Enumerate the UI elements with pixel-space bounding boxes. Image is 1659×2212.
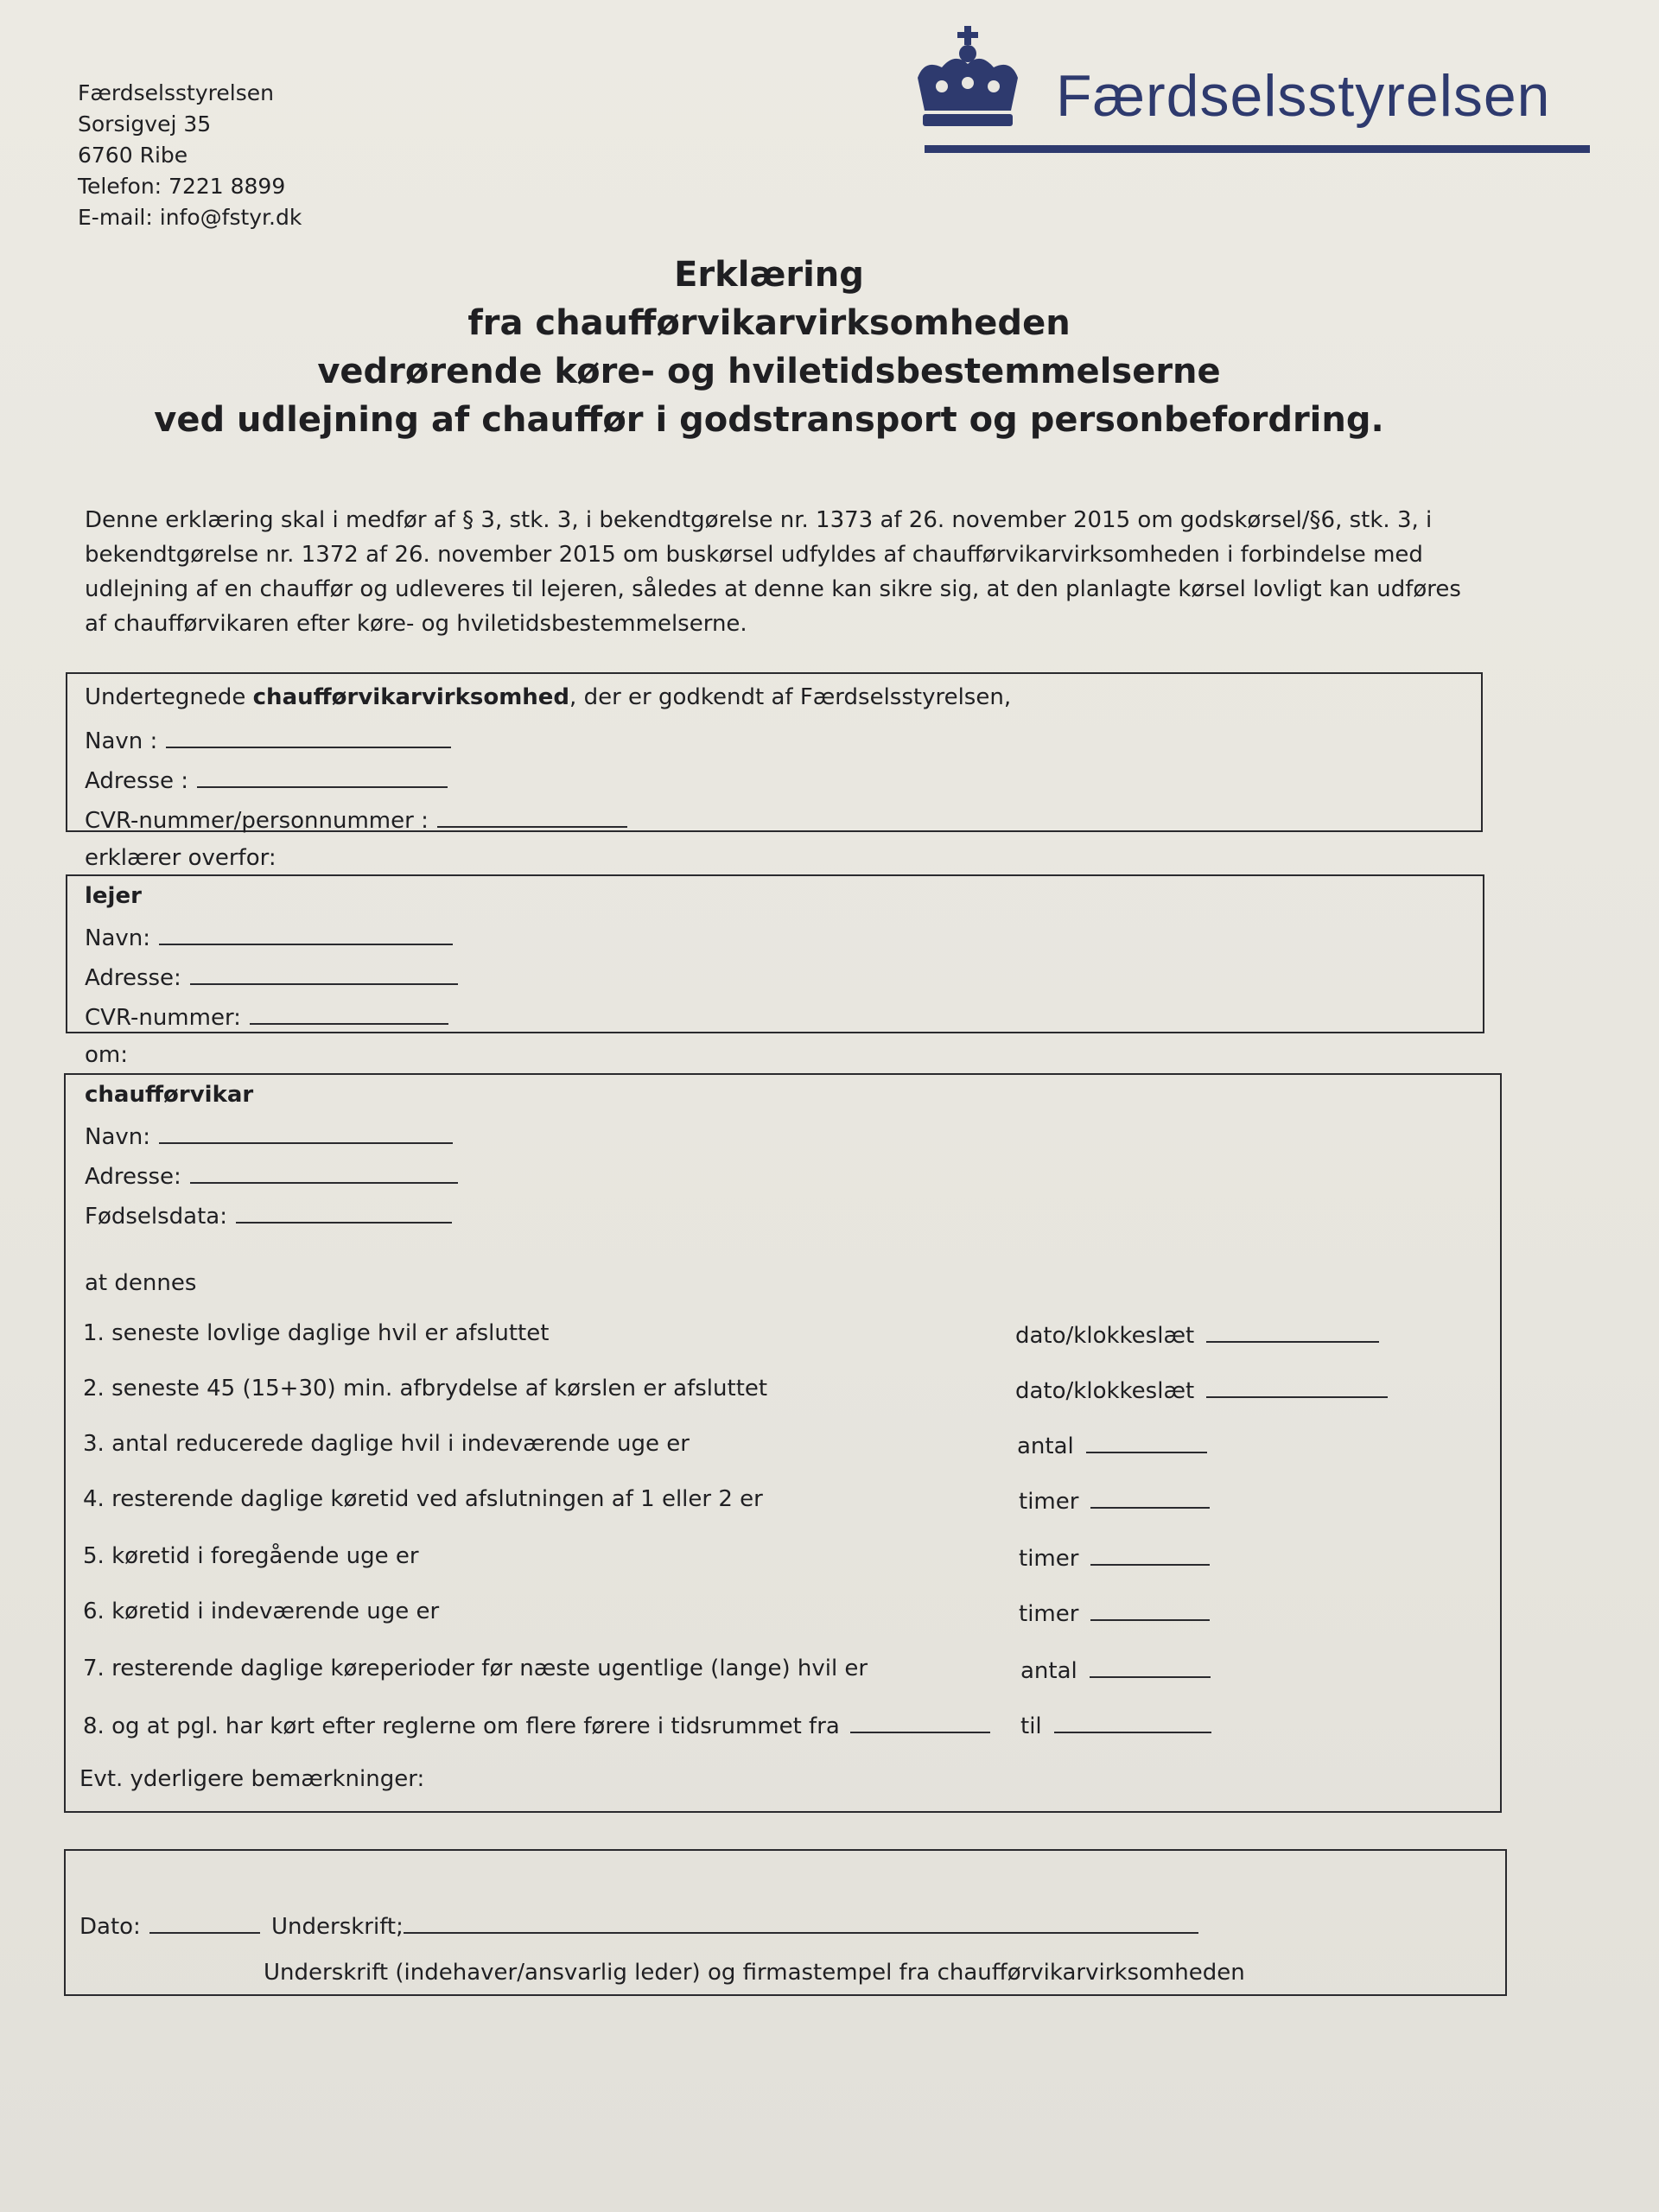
list-item: 7. resterende daglige køreperioder før næste ugentlige (lange) hvil er	[83, 1656, 868, 1681]
agency-logo	[907, 17, 1590, 156]
signature-date-field[interactable]	[79, 1911, 260, 1940]
item-7-field[interactable]	[1020, 1656, 1211, 1684]
lessee-heading: lejer	[85, 883, 142, 909]
agency-address-label: Adresse :	[85, 768, 189, 794]
item-8-to-field[interactable]	[1020, 1711, 1211, 1739]
agency-name-label: Navn :	[85, 728, 158, 754]
driver-birth-line[interactable]	[236, 1201, 452, 1224]
lessee-name-line[interactable]	[159, 923, 453, 945]
sender-phone: Telefon: 7221 8899	[78, 174, 286, 199]
declares-to-label: erklærer overfor:	[85, 845, 276, 871]
list-item: 6. køretid i indeværende uge er	[83, 1599, 440, 1624]
list-item: 5. køretid i foregående uge er	[83, 1543, 419, 1569]
agency-name-line[interactable]	[166, 726, 451, 748]
item-6-field[interactable]	[1019, 1599, 1210, 1627]
item-unit-label: antal	[1017, 1433, 1074, 1459]
item-answer-line[interactable]	[1206, 1320, 1379, 1343]
sender-email: E-mail: info@fstyr.dk	[78, 205, 302, 230]
driver-birth-label: Fødselsdata:	[85, 1204, 228, 1230]
logo-wordmark: Færdselsstyrelsen	[1056, 63, 1551, 129]
item-unit-label: til	[1020, 1713, 1042, 1739]
item-unit-label: timer	[1019, 1489, 1079, 1515]
item-unit-label: antal	[1020, 1658, 1077, 1684]
about-label: om:	[85, 1042, 128, 1068]
sender-name: Færdselsstyrelsen	[78, 80, 274, 105]
agency-lead-bold: chaufførvikarvirksomhed	[252, 684, 570, 710]
lessee-name-field[interactable]	[85, 923, 453, 951]
agency-lead-prefix: Undertegnede	[85, 684, 253, 710]
agency-name-field[interactable]	[85, 726, 451, 754]
signature-field[interactable]	[271, 1911, 1198, 1940]
agency-cvr-label: CVR-nummer/personnummer :	[85, 808, 429, 834]
signature-label: Underskrift;	[271, 1914, 404, 1940]
driver-name-label: Navn:	[85, 1124, 151, 1150]
item-8-text: 8. og at pgl. har kørt efter reglerne om flere førere i tidsrummet fra	[83, 1713, 840, 1739]
sender-city: 6760 Ribe	[78, 143, 188, 168]
intro-paragraph: Denne erklæring skal i medfør af § 3, stk. 3, i bekendtgørelse nr. 1373 af 26. november 2015 om godskørsel/§6, stk. 3, i bekendtgørelse nr. 1372 af 26. november 2015 om buskørsel udfyldes af chaufførvikarvirksomheden i forbindelse med udlejning af en chauffør og udleveres til lejeren, således at denne kan sikre sig, at den planlagte kørsel lovligt kan udføres af chaufførvikaren efter køre- og hviletidsbestemmelserne.	[85, 507, 1461, 637]
list-item: 1. seneste lovlige daglige hvil er afsluttet	[83, 1320, 550, 1346]
signature-date-line[interactable]	[149, 1911, 260, 1934]
agency-address-line[interactable]	[197, 766, 448, 788]
title-line-4: ved udlejning af chauffør i godstransport og personbefordring.	[154, 400, 1384, 440]
item-4-field[interactable]	[1019, 1486, 1210, 1515]
list-item: 4. resterende daglige køretid ved afslutningen af 1 eller 2 er	[83, 1486, 763, 1512]
agency-cvr-line[interactable]	[437, 805, 627, 828]
item-2-field[interactable]	[1015, 1376, 1388, 1404]
agency-lead-suffix: , der er godkendt af Færdselsstyrelsen,	[569, 684, 1012, 710]
driver-address-label: Adresse:	[85, 1164, 181, 1190]
signature-date-label: Dato:	[79, 1914, 141, 1940]
driver-name-line[interactable]	[159, 1122, 453, 1144]
lessee-cvr-label: CVR-nummer:	[85, 1005, 241, 1031]
lessee-address-label: Adresse:	[85, 965, 181, 991]
sender-address	[78, 78, 302, 233]
agency-cvr-field[interactable]	[85, 805, 627, 834]
at-dennes-label: at dennes	[85, 1270, 197, 1296]
title-line-3: vedrørende køre- og hviletidsbestemmelserne	[317, 352, 1221, 391]
item-answer-line[interactable]	[1090, 1486, 1210, 1509]
item-answer-line[interactable]	[1090, 1599, 1210, 1621]
document-title	[0, 251, 1538, 444]
item-8-from-line[interactable]	[850, 1711, 990, 1733]
title-line-1: Erklæring	[674, 255, 864, 295]
remarks-label: Evt. yderligere bemærkninger:	[79, 1766, 425, 1792]
item-3-field[interactable]	[1017, 1431, 1207, 1459]
lessee-address-line[interactable]	[190, 963, 458, 985]
item-5-field[interactable]	[1019, 1543, 1210, 1572]
driver-address-line[interactable]	[190, 1161, 458, 1184]
lessee-cvr-field[interactable]	[85, 1002, 448, 1031]
sender-street: Sorsigvej 35	[78, 111, 212, 137]
driver-birth-field[interactable]	[85, 1201, 452, 1230]
driver-address-field[interactable]	[85, 1161, 458, 1190]
item-unit-label: timer	[1019, 1546, 1079, 1572]
crown-icon	[907, 24, 1028, 137]
list-item: 3. antal reducerede daglige hvil i indeværende uge er	[83, 1431, 690, 1457]
signature-line[interactable]	[404, 1911, 1198, 1934]
list-item: 2. seneste 45 (15+30) min. afbrydelse af kørslen er afsluttet	[83, 1376, 768, 1402]
item-unit-label: dato/klokkeslæt	[1015, 1323, 1195, 1349]
item-answer-line[interactable]	[1054, 1711, 1211, 1733]
lessee-name-label: Navn:	[85, 925, 151, 951]
signature-caption: Underskrift (indehaver/ansvarlig leder) og firmastempel fra chaufførvikarvirksomheden	[264, 1960, 1245, 1986]
item-answer-line[interactable]	[1206, 1376, 1388, 1398]
list-item	[83, 1711, 990, 1739]
lessee-cvr-line[interactable]	[250, 1002, 448, 1025]
agency-lead	[85, 684, 1011, 710]
item-unit-label: timer	[1019, 1601, 1079, 1627]
item-1-field[interactable]	[1015, 1320, 1379, 1349]
driver-heading: chaufførvikar	[85, 1082, 254, 1108]
lessee-address-field[interactable]	[85, 963, 458, 991]
logo-underline	[925, 145, 1590, 153]
agency-address-field[interactable]	[85, 766, 448, 794]
item-answer-line[interactable]	[1090, 1656, 1211, 1678]
item-answer-line[interactable]	[1086, 1431, 1207, 1453]
item-answer-line[interactable]	[1090, 1543, 1210, 1566]
title-line-2: fra chaufførvikarvirksomheden	[467, 303, 1071, 343]
driver-name-field[interactable]	[85, 1122, 453, 1150]
item-unit-label: dato/klokkeslæt	[1015, 1378, 1195, 1404]
